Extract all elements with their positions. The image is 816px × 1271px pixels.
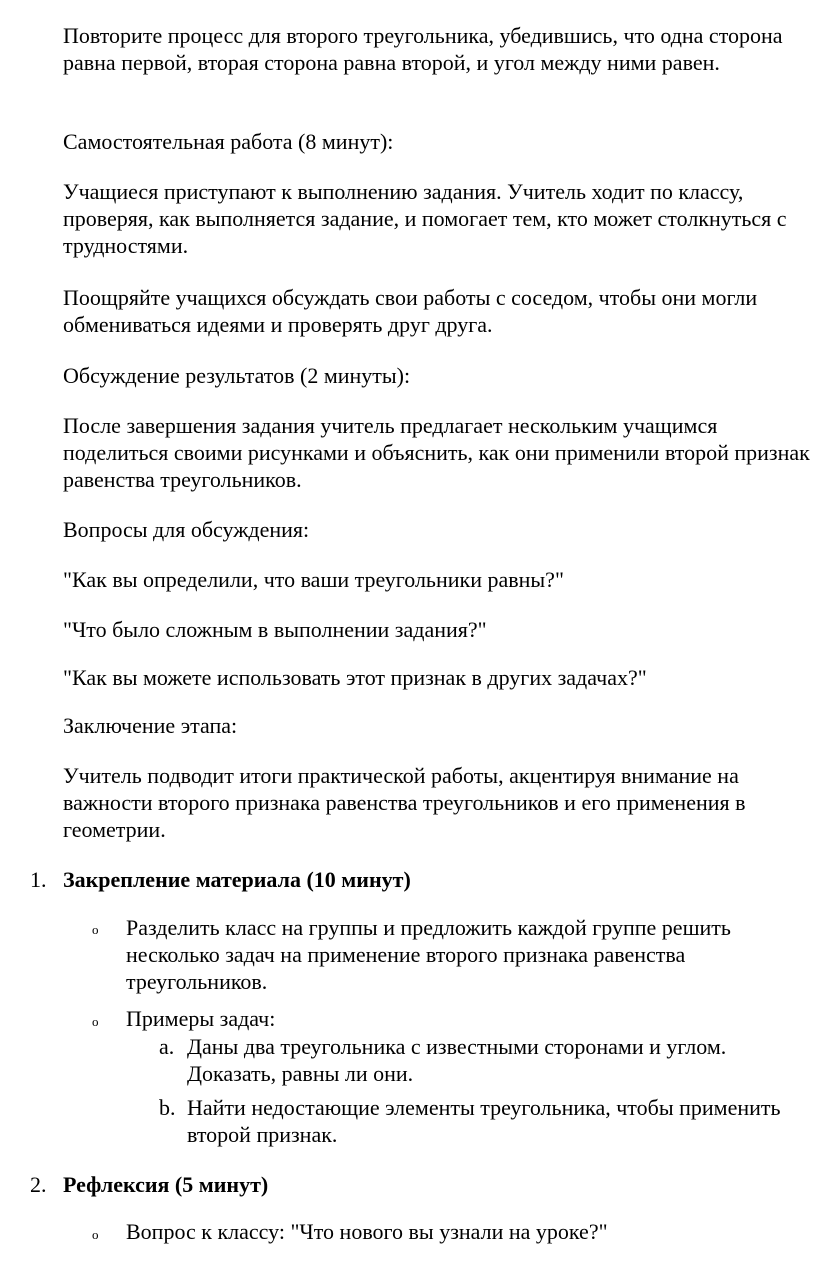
sub-item-find-elements: Найти недостающие элементы треугольника, чтобы применить второй признак. [187,1095,781,1147]
section-number: 1. [30,867,47,892]
bullet-item-task-examples: Примеры задач: [126,1006,276,1031]
bullet-marker: o [92,922,99,937]
paragraph-stage-conclusion-heading: Заключение этапа: [63,713,238,738]
bullet-marker: o [92,1227,99,1242]
paragraph-students-start: Учащиеся приступают к выполнению задания. Учитель ходит по классу, проверяя, как выполняется задание, и помогает тем, кто может столкнуться с трудностями. [63,179,787,258]
section-title: Рефлексия (5 минут) [63,1172,269,1197]
paragraph-encourage-discussion: Поощряйте учащихся обсуждать свои работы с соседом, чтобы они могли обмениваться идеями и проверять друг друга. [63,285,758,337]
sub-item-marker: b. [159,1095,176,1120]
section-title: Закрепление материала (10 минут) [63,867,411,892]
paragraph-after-task: После завершения задания учитель предлагает нескольким учащимся поделиться своими рисунками и объяснить, как они применили второй признак равенства треугольников. [63,413,810,492]
paragraph-question-3: "Как вы можете использовать этот признак в других задачах?" [63,665,647,690]
paragraph-discussion-questions-heading: Вопросы для обсуждения: [63,517,310,542]
paragraph-question-2: "Что было сложным в выполнении задания?" [63,617,487,642]
section-number: 2. [30,1172,47,1197]
paragraph-results-discussion-heading: Обсуждение результатов (2 минуты): [63,363,411,388]
bullet-item-split-groups: Разделить класс на группы и предложить каждой группе решить несколько задач на применение второго признака равенства треугольников. [126,915,731,994]
sub-item-prove-equality: Даны два треугольника с известными сторонами и углом. Доказать, равны ли они. [187,1034,727,1086]
bullet-marker: o [92,1014,99,1029]
bullet-item-class-question: Вопрос к классу: "Что нового вы узнали на уроке?" [126,1219,608,1244]
paragraph-independent-work-heading: Самостоятельная работа (8 минут): [63,129,394,154]
paragraph-question-1: "Как вы определили, что ваши треугольники равны?" [63,567,564,592]
sub-item-marker: a. [159,1034,175,1059]
paragraph-repeat-process: Повторите процесс для второго треугольника, убедившись, что одна сторона равна первой, вторая сторона равна второй, и угол между ними равен. [63,23,783,75]
paragraph-teacher-summary: Учитель подводит итоги практической работы, акцентируя внимание на важности второго признака равенства треугольников и его применения в геометрии. [63,763,746,842]
